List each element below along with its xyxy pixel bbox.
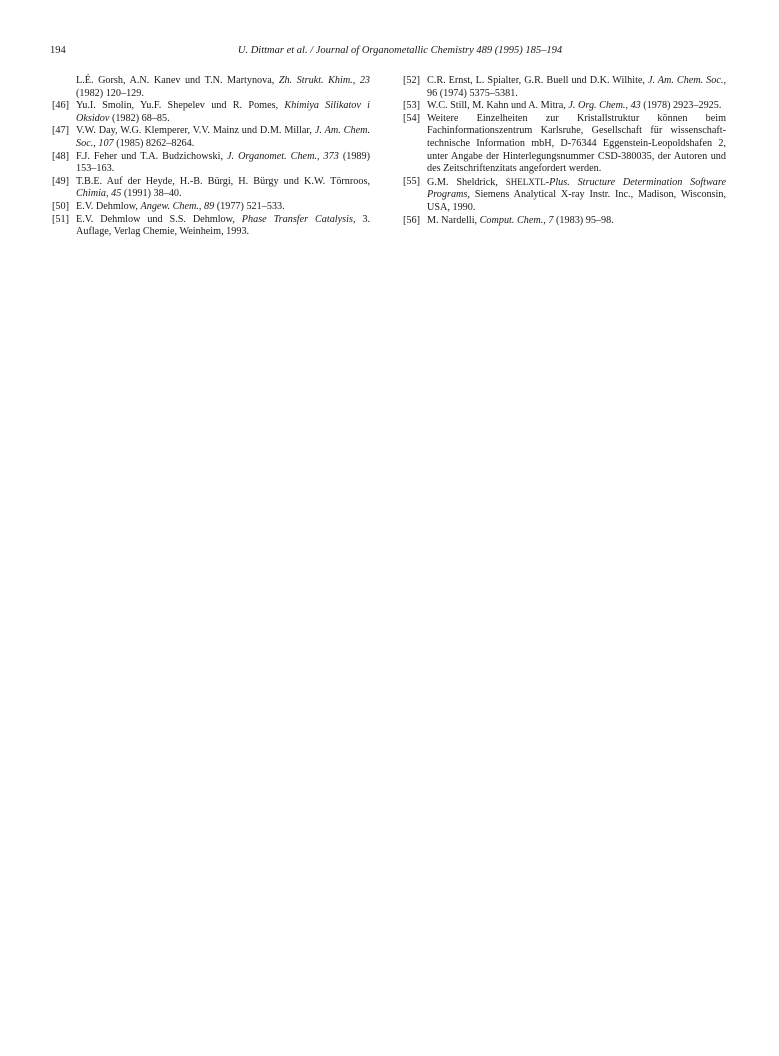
- reference-text: , Siemens Analytical X-ray Instr. Inc., Madison, Wisconsin, USA, 1990.: [427, 189, 726, 213]
- reference-entry: [52, 201, 370, 214]
- reference-text: W.C. Still, M. Kahn und A. Mitra,: [427, 100, 569, 112]
- reference-text: Comput. Chem.: [479, 214, 544, 226]
- reference-entry: [52, 125, 370, 150]
- reference-text: , 3. Auflage, Verlag Chemie, Weinheim, 1993.: [76, 213, 371, 238]
- reference-entry: [52, 214, 370, 239]
- reference-text: E.V. Dehmlow und S.S. Dehmlow,: [76, 213, 242, 225]
- reference-text: Khimiya Silikatov i Oksidov: [76, 100, 371, 124]
- reference-text: E.V. Dehmlow,: [76, 200, 141, 212]
- reference-number: [54]: [403, 112, 420, 124]
- reference-entry: [52, 151, 370, 176]
- reference-text: V.W. Day, W.G. Klemperer, V.V. Mainz und D.M. Millar,: [76, 125, 315, 137]
- reference-text: M. Nardelli,: [427, 214, 480, 226]
- reference-text: 45: [111, 188, 122, 200]
- references-left-column: [52, 75, 370, 239]
- reference-number: [52]: [403, 75, 420, 86]
- reference-text: (1989) 153–163.: [76, 150, 370, 175]
- reference-text: (1977) 521–533.: [214, 200, 285, 212]
- reference-text: ,: [625, 100, 631, 112]
- reference-entry: [52, 75, 370, 100]
- reference-text: Weitere Einzelheiten zur Kristallstruktur können beim Fachinformationszentrum Karlsruhe, Gesellschaft für wissenschaft-technische Information mbH, D-76344 Eggenstein-Leopoldshafen 2, unter Angabe der Hinterlegungsnummer CSD-380035, der Autoren und des Zeitschriftenzitats angefordert werden.: [427, 112, 726, 175]
- reference-text: 89: [204, 200, 215, 212]
- reference-entry: [52, 176, 370, 201]
- reference-text: (1983) 95–98.: [553, 214, 614, 226]
- reference-text: L.É. Gorsh, A.N. Kanev und T.N. Martynova,: [76, 75, 279, 86]
- reference-text: Phase Transfer Catalysis: [241, 213, 353, 225]
- reference-number: [51]: [52, 213, 69, 225]
- reference-text: 373: [323, 150, 339, 162]
- reference-text: 107: [98, 137, 114, 149]
- reference-text: J. Org. Chem.: [568, 100, 626, 112]
- reference-number: [49]: [52, 175, 69, 187]
- reference-text: F.J. Feher und T.A. Budzichowski,: [76, 150, 227, 162]
- reference-number: [56]: [403, 214, 420, 226]
- reference-text: ,: [543, 214, 549, 226]
- reference-entry: [403, 75, 726, 100]
- running-head: U. Dittmar et al. / Journal of Organometallic Chemistry 489 (1995) 185–194: [237, 45, 563, 56]
- reference-text: J. Organomet. Chem.: [227, 150, 317, 162]
- reference-text: 23: [359, 75, 371, 86]
- reference-entry: [403, 113, 726, 176]
- reference-text: 7: [548, 214, 554, 226]
- reference-text: ,: [198, 200, 204, 212]
- reference-text: (1978) 2923–2925.: [640, 100, 722, 112]
- reference-number: [53]: [403, 100, 420, 112]
- reference-text: (1985) 8262–8264.: [113, 137, 195, 149]
- reference-text: (1991) 38–40.: [121, 188, 182, 200]
- reference-text: Yu.I. Smolin, Yu.F. Shepelev und R. Pomes,: [76, 100, 285, 112]
- reference-number: [46]: [52, 100, 69, 112]
- reference-text: (1982) 120–129.: [76, 87, 144, 99]
- reference-text: J. Am. Chem. Soc.: [76, 125, 370, 149]
- reference-entry: [52, 100, 370, 125]
- reference-text: -Plus. Structure Determination Software Programs: [427, 176, 726, 201]
- reference-text: J. Am. Chem. Soc.: [647, 75, 724, 86]
- reference-text: ,: [93, 137, 99, 149]
- reference-number: [47]: [52, 125, 69, 137]
- reference-text: Zh. Strukt. Khim.: [278, 75, 353, 86]
- page-header: [50, 44, 730, 58]
- reference-text: SHELXTL: [505, 176, 546, 187]
- reference-text: ,: [106, 188, 112, 200]
- reference-number: [48]: [52, 150, 69, 162]
- reference-text: T.B.E. Auf der Heyde, H.-B. Bürgi, H. Bürgy und K.W. Törnroos,: [76, 175, 370, 187]
- references-right-column: [403, 75, 726, 227]
- reference-text: Chimia: [76, 188, 107, 200]
- reference-text: G.M. Sheldrick,: [427, 176, 506, 188]
- reference-text: Angew. Chem.: [140, 200, 199, 212]
- reference-text: , 96 (1974) 5375–5381.: [427, 75, 726, 99]
- reference-text: (1982) 68–85.: [109, 112, 170, 124]
- page-number: 194: [50, 45, 66, 56]
- reference-text: ,: [352, 75, 360, 86]
- reference-number: [55]: [403, 175, 420, 187]
- reference-entry: [403, 215, 726, 228]
- reference-entry: [403, 176, 726, 215]
- reference-number: [50]: [52, 200, 69, 212]
- reference-text: 43: [630, 100, 641, 112]
- reference-text: C.R. Ernst, L. Spialter, G.R. Buell und D.K. Wilhite,: [427, 75, 648, 86]
- reference-text: ,: [316, 150, 324, 162]
- reference-entry: [403, 100, 726, 113]
